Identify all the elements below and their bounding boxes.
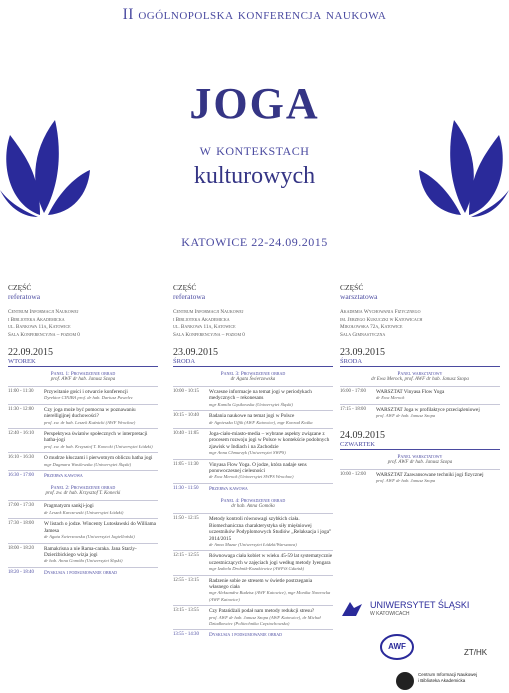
- session-details: [209, 486, 333, 492]
- session-author: mgr Anna Chmurzyk (Uniwersytet SWPS): [209, 450, 286, 456]
- schedule-column-2: [173, 283, 333, 641]
- session-row: [173, 550, 333, 574]
- session-details: [44, 389, 158, 402]
- session-time: 16:00 - 17:00: [340, 389, 366, 394]
- day-weekday: WTOREK: [8, 358, 158, 367]
- ciniba-name: Centrum Informacji Naukowej i Biblioteka Akademicka: [418, 672, 478, 683]
- venue-line: im. Jerzego Kukuczki w Katowicach: [340, 316, 423, 323]
- session-details: [209, 431, 333, 457]
- venue-line: Sala Konferencyjna – poziom 0: [173, 331, 245, 338]
- break-row: [173, 483, 333, 494]
- session-title: Równowaga ciała kobiet w wieku 45-59 lat systematycznie uczestniczących w zajęciach jogi według metody Iyengara: [209, 553, 333, 566]
- session-title: O mudrze kłuczami i pierwotnym obliczu hatha jogi: [44, 455, 153, 462]
- session-row: [173, 575, 333, 606]
- session-title: Czy joga może być pomocna w poznawaniu nierelligijnej duchowości?: [44, 406, 136, 420]
- session-row: [173, 410, 333, 428]
- panel-chair: prof. zw. dr hab. Krzysztof T. Konecki: [45, 491, 121, 497]
- venue-line: Mikołowska 72a, Katowice: [340, 324, 403, 330]
- session-time: 11:50 - 12:15: [173, 516, 199, 522]
- session-time: 12:55 - 13:15: [173, 577, 199, 583]
- part-name: referatowa: [8, 292, 41, 301]
- session-row: [8, 518, 158, 542]
- workshop-label: WARSZTAT: [376, 406, 404, 413]
- session-details: [44, 570, 158, 576]
- session-row: [340, 469, 500, 487]
- session-time: 12:40 - 16:10: [8, 431, 34, 437]
- panel-chair: dr Agata Świerzowska: [230, 377, 276, 382]
- session-details: [209, 389, 333, 408]
- session-author: mgr Aleksandra Budzisz (AWF Katowice), mgr Monika Nawrocka (AWF Katowice): [209, 590, 331, 602]
- panel-heading: Panel 2: Prowadzenie obrad: [50, 485, 116, 492]
- session-title: Perspektywa światów społecznych w interpretacji hatha-jogi: [44, 431, 148, 444]
- session-details: [209, 632, 333, 638]
- session-author: dr Agata Świerzowska (Uniwersytet Jagielloński): [44, 534, 135, 540]
- session-title: W listach o jodze. Wincenty Lutosławski do Williama Jamesa: [44, 521, 156, 534]
- session-time: 16:30 - 17:00: [8, 473, 34, 479]
- session-time: 11:05 - 11:30: [173, 461, 199, 467]
- venue-line: i Biblioteka Akademicka: [8, 316, 65, 323]
- session-title: Przerwa kawowa: [44, 473, 83, 480]
- session-title: Dyskusja i podsumowanie obrad: [209, 632, 282, 639]
- session-author: prof. zw. dr hab. Krzysztof T. Konecki (Uniwersytet Łódzki): [44, 443, 153, 449]
- sponsor-logos: [340, 590, 509, 693]
- session-details: [209, 608, 333, 627]
- session-author: prof. AWF dr hab. Janusz Szopa (AWF Katowice), dr Michał Dziadkowiec (Politechnika Częstochowska): [209, 614, 321, 626]
- session-details: [376, 407, 500, 420]
- session-time: 17:30 - 18:00: [8, 521, 34, 527]
- session-time: 13:55 - 14:30: [173, 632, 199, 638]
- panel-heading: Panel 3: Prowadzenie obrad: [220, 371, 286, 377]
- session-author: mgr Kamila Gąsikowska (Uniwersytet Śląski): [209, 401, 293, 407]
- venue-line: Akademia Wychowania Fizycznego: [340, 309, 421, 315]
- session-time: 10:00 - 10:15: [173, 389, 199, 394]
- session-time: 10:00 - 12:00: [340, 471, 366, 477]
- venue-line: i Biblioteka Akademicka: [173, 316, 230, 323]
- session-row: [8, 500, 158, 518]
- session-details: [44, 407, 158, 426]
- part-name: referatowa: [173, 292, 206, 301]
- session-row: [8, 543, 158, 567]
- session-time: 16:10 - 16:30: [8, 455, 34, 461]
- session-author: mgr Dagmara Wasilewska (Uniwersytet Śląski): [44, 461, 132, 467]
- session-author: mgr Izabela Drobnik-Kozakiewicz (AWFiS Gdańsk): [209, 566, 305, 572]
- panel-heading: Panel 4: Prowadzenie obrad: [220, 498, 286, 505]
- ciniba-emblem-icon: [396, 672, 414, 690]
- session-row: [8, 386, 158, 404]
- session-time: 18:20 - 18:40: [8, 569, 34, 575]
- main-title: JOGA: [189, 79, 320, 128]
- session-author: Dyrektor CINIBA prof. dr hab. Dariusz Pawelec: [44, 395, 133, 401]
- session-time: 11:30 - 12:00: [8, 406, 34, 412]
- session-details: [209, 462, 333, 481]
- session-details: [376, 472, 500, 485]
- panel-heading: Panel warsztatowy: [397, 371, 443, 377]
- session-time: 12:15 - 12:55: [173, 553, 199, 559]
- break-row: [173, 629, 333, 640]
- session-time: 11:30 - 11:50: [173, 485, 199, 491]
- venue-line: Sala Gimnastyczna: [340, 331, 386, 338]
- session-title: Joga-ciało-miasto-media – wybrane aspekty związane z procesem rozwoju jogi w Polsce w kontekście podobnych zjawisk w Indiach i na Zachodzie: [209, 431, 330, 450]
- panel-chair: prof. AWF dr hab. Janusz Szopa: [50, 377, 116, 382]
- day-weekday: ŚRODA: [340, 358, 500, 367]
- workshop-label: WARSZTAT: [376, 471, 404, 478]
- session-details: [44, 546, 158, 565]
- ztihk-logo: ZT/HK: [464, 648, 488, 657]
- venue-line: Centrum Informacji Naukowej: [8, 309, 79, 315]
- panel-heading: Panel warsztatowy: [397, 453, 443, 460]
- session-details: [44, 431, 158, 450]
- session-title: Joga w profilaktyce przeciążeniowej: [403, 406, 480, 413]
- university-name: UNIWERSYTET ŚLĄSKI: [370, 600, 470, 610]
- panel-chair: dr Ewa Merock, prof. AWF dr hab. Janusz Szopa: [371, 377, 469, 382]
- panel-chair: dr hab. Anna Gomóła: [231, 504, 275, 510]
- university-logo: [340, 598, 509, 622]
- session-title: Radzenie sobie ze stresem w świetle postrzegania własnego ciała: [209, 577, 313, 590]
- session-title: Przerwa kawowa: [209, 485, 248, 492]
- part-label: CZĘŚĆ: [340, 283, 364, 292]
- session-details: [209, 578, 333, 604]
- awf-text: AWF: [388, 642, 406, 651]
- session-title: Vinyasa Flow Yoga. O jodze, która nadaje sens ponowoczesnej cielesności: [209, 461, 307, 475]
- session-title: Czy Patańdżali podał nam metody redukcji stresu?: [209, 608, 315, 615]
- session-details: [376, 389, 500, 402]
- place-and-date: KATOWICE 22-24.09.2015: [181, 235, 328, 249]
- session-author: dr Ewa Merock (Uniwersytet SWPS Wrocław): [209, 474, 294, 480]
- session-row: [8, 452, 158, 470]
- session-time: 11:00 - 11:30: [8, 389, 34, 394]
- workshop-label: WARSZTAT: [376, 389, 404, 395]
- schedule-column-3: [340, 283, 500, 486]
- session-details: [44, 521, 158, 540]
- session-author: dr Ewa Merock: [376, 395, 405, 401]
- session-row: [173, 605, 333, 629]
- part-label: CZĘŚĆ: [173, 283, 197, 292]
- session-details: [209, 553, 333, 572]
- session-time: 10:40 - 11:05: [173, 431, 199, 437]
- session-details: [44, 473, 158, 479]
- panel-chair: prof. AWF dr hab. Janusz Szopa: [387, 459, 453, 465]
- session-title: Przywitanie gości i otwarcie konferencji: [44, 389, 128, 395]
- day-weekday: ŚRODA: [173, 358, 333, 367]
- session-row: [173, 428, 333, 459]
- session-title: Vinyasa Flow Yoga: [403, 389, 445, 395]
- ciniba-logo: [396, 672, 506, 692]
- schedule-column-1: [8, 283, 158, 578]
- session-row: [173, 513, 333, 550]
- session-row: [173, 459, 333, 483]
- session-row: [340, 404, 500, 422]
- part-label: CZĘŚĆ: [8, 283, 32, 292]
- session-title: Wczesne informacje na temat jogi w periodykach medycznych – rekonesans: [209, 389, 312, 402]
- session-author: dr Anna Mazur (Uniwersytet Łódzki/Warszawa): [209, 541, 297, 547]
- session-row: [8, 404, 158, 428]
- panel-heading: Panel 1: Prowadzenie obrad: [50, 371, 116, 377]
- session-title: Zaawansowane techniki jogi fizycznej: [403, 471, 484, 478]
- day-date: 22.09.2015: [8, 347, 53, 358]
- venue-line: ul. Bankowa 11a, Katowice: [173, 324, 236, 330]
- part-name: warsztatowa: [340, 292, 378, 301]
- session-author: prof. AWF dr hab. Janusz Szopa: [376, 413, 436, 419]
- session-details: [44, 455, 158, 468]
- subtitle-line-1: w kontekstach: [199, 140, 310, 159]
- day-date: 24.09.2015: [340, 429, 385, 441]
- break-row: [8, 470, 158, 481]
- awf-logo: [380, 634, 414, 660]
- session-title: Dyskusja i podsumowanie obrad: [44, 569, 117, 576]
- venue-line: Sala Konferencyjna – poziom 0: [8, 331, 80, 338]
- session-time: 18:00 - 18:20: [8, 545, 34, 551]
- session-row: [340, 386, 500, 404]
- session-time: 13:15 - 13:55: [173, 608, 199, 614]
- conference-heading: II ogólnopolska konferencja naukowa: [122, 6, 387, 23]
- day-date: 23.09.2015: [173, 347, 218, 358]
- day-weekday: CZWARTEK: [340, 441, 500, 450]
- session-author: dr Agnieszka Uffik (AWF Katowice), mgr Konrad Kośka: [209, 419, 313, 425]
- university-emblem-icon: [340, 600, 364, 618]
- session-row: [8, 428, 158, 452]
- venue-line: Centrum Informacji Naukowej: [173, 309, 244, 315]
- session-time: 10:15 - 10:40: [173, 413, 199, 419]
- session-details: [44, 503, 158, 516]
- session-details: [209, 516, 333, 548]
- session-title: Pragmatyzm sankji-jogi: [44, 503, 94, 510]
- session-time: 17:15 - 18:00: [340, 406, 366, 412]
- session-author: prof. zw. dr hab. Leszek Kuźnicki (AWF Wrocław): [44, 419, 136, 425]
- session-title: Badania naukowe na temat jogi w Polsce: [209, 413, 295, 420]
- session-author: dr hab. Anna Gomóła (Uniwersytet Śląski): [44, 558, 123, 564]
- session-title: Ramakrisna a nie Rama-caraka. Jana Starży-Dzierżbickiego wizja jogi: [44, 545, 137, 558]
- day-date: 23.09.2015: [340, 347, 385, 358]
- break-row: [8, 567, 158, 578]
- venue-line: ul. Bankowa 11a, Katowice: [8, 324, 71, 330]
- session-author: dr Leszek Karczewski (Uniwersytet Łódzki): [44, 509, 124, 515]
- session-details: [209, 413, 333, 426]
- session-author: prof. AWF dr hab. Janusz Szopa: [376, 478, 436, 484]
- session-row: [173, 386, 333, 410]
- session-title: Metody kontroli równowagi szybkich ciała. Biomechaniczna charakterystyka siły mięśniowej uczestników Podyplomowych Studiów „Relaksacja i joga” 2014/2015: [209, 516, 332, 542]
- subtitle-line-2: kulturowych: [193, 163, 316, 189]
- university-city: W KATOWICACH: [370, 611, 410, 617]
- session-time: 17:00 - 17:30: [8, 503, 34, 509]
